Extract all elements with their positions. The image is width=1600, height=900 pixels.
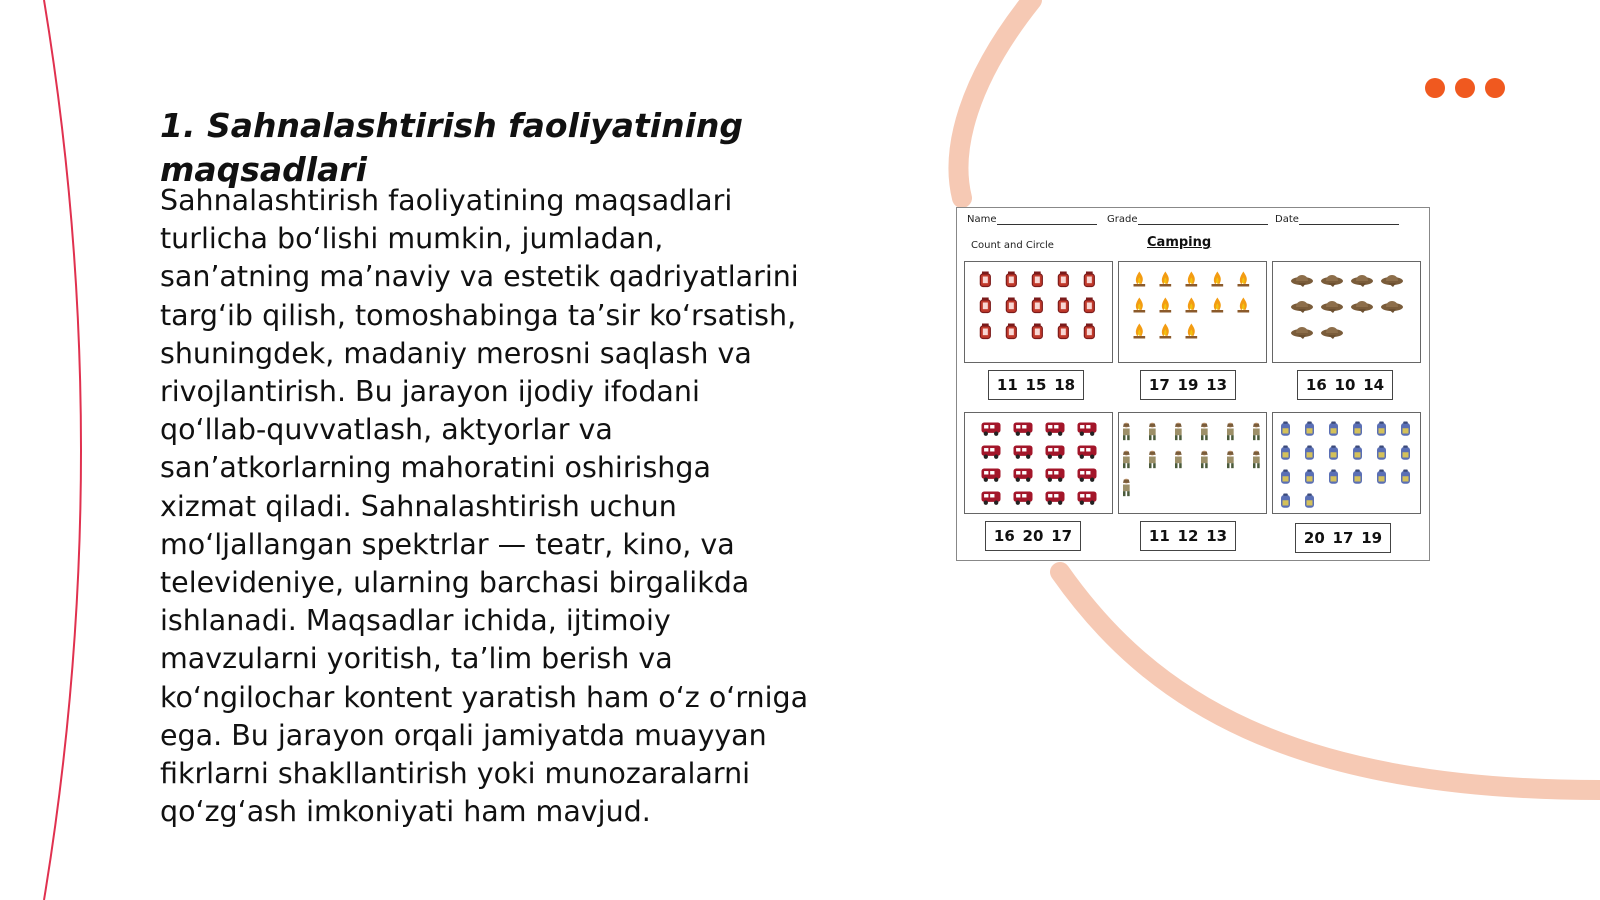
hat-icon [1320,268,1344,290]
campfire-icon [1157,320,1177,342]
camper-van-icon [1042,465,1068,484]
lantern-icon [1029,268,1049,290]
camper-van-icon [1074,465,1100,484]
campfire-icon [1131,294,1151,316]
answer-box [1140,370,1236,400]
menu-dots [1425,78,1505,98]
backpack-icon [1302,467,1320,487]
answer-choice: 11 [1148,527,1170,545]
backpack-icon [1326,419,1344,439]
answer-box [1297,370,1393,400]
count-cell [1118,261,1267,363]
backpack-icon [1302,491,1320,511]
lantern-icon [1081,294,1101,316]
camper-van-icon [1010,442,1036,461]
campfire-icon [1157,268,1177,290]
lantern-icon [1003,294,1023,316]
camper-person-icon [1144,419,1164,443]
lantern-icon [1055,320,1075,342]
camper-van-icon [978,488,1004,507]
date-label: Date [1275,214,1299,225]
backpack-icon [1350,443,1368,463]
hat-icon [1290,320,1314,342]
date-field [1275,214,1399,225]
lantern-icon [1029,294,1049,316]
campfire-icon [1131,268,1151,290]
answer-choice: 17 [1051,527,1073,545]
answer-choice: 17 [1148,376,1170,394]
backpack-icon [1278,467,1296,487]
worksheet-title: Camping [1147,235,1212,250]
camper-van-icon [978,442,1004,461]
backpack-icon [1278,491,1296,511]
camper-person-icon [1118,475,1138,499]
count-cell [964,412,1113,514]
count-cell [964,261,1113,363]
dot-icon [1425,78,1445,98]
camper-van-icon [1042,488,1068,507]
slide-body: Sahnalashtirish faoliyatining maqsadlari turlicha bo‘lishi mumkin, jumladan, san’atning ma’naviy va estetik qadriyatlarini targ‘ib qilish, tomoshabinga ta’sir ko‘rsatish, shuningdek, madaniy merosni saqlash va rivojlantirish. Bu jarayon ijodiy ifodani qo‘llab-quvvatlash, aktyorlar va san’atkorlarning mahoratini oshirishga xizmat qiladi. Sahnalashtirish uchun mo‘ljallangan spektrlar — teatr, kino, va televideniye, ularning barchasi birgalikda ishlanadi. Maqsadlar ichida, ijtimoiy mavzularni yoritish, ta’lim berish va ko‘ngilochar kontent yaratish ham o‘z o‘rniga ega. Bu jarayon orqali jamiyatda muayyan fikrlarni shakllantirish yoki munozaralarni qo‘zg‘ash imkoniyati ham mavjud. [160,184,809,829]
answer-choice: 20 [1303,529,1325,547]
hat-icon [1380,294,1404,316]
count-cell [1272,412,1421,514]
camper-person-icon [1196,447,1216,471]
backpack-icon [1302,443,1320,463]
answer-choice: 13 [1206,527,1228,545]
lantern-icon [1055,294,1075,316]
backpack-icon [1350,467,1368,487]
campfire-icon [1157,294,1177,316]
answer-choice: 18 [1054,376,1076,394]
slide-title: 1. Sahnalashtirish faoliyatining maqsadlari [160,106,743,189]
answer-choice: 12 [1177,527,1199,545]
backpack-icon [1398,419,1416,439]
answer-choice: 17 [1332,529,1354,547]
campfire-icon [1183,294,1203,316]
camper-van-icon [1042,419,1068,438]
camper-van-icon [1074,419,1100,438]
backpack-icon [1374,419,1392,439]
backpack-icon [1278,443,1296,463]
backpack-icon [1374,467,1392,487]
campfire-icon [1209,268,1229,290]
camper-van-icon [1010,488,1036,507]
camper-person-icon [1196,419,1216,443]
camper-person-icon [1248,419,1268,443]
camping-worksheet-image [956,207,1430,561]
camper-van-icon [978,419,1004,438]
lantern-icon [1081,268,1101,290]
camper-van-icon [978,465,1004,484]
answer-choice: 11 [996,376,1018,394]
hat-icon [1320,294,1344,316]
lantern-icon [1003,320,1023,342]
count-cell [1118,412,1267,514]
backpack-icon [1302,419,1320,439]
slide-text [160,104,840,841]
dot-icon [1485,78,1505,98]
answer-choice: 15 [1025,376,1047,394]
backpack-icon [1374,443,1392,463]
backpack-icon [1350,419,1368,439]
campfire-icon [1235,294,1255,316]
camper-van-icon [1010,465,1036,484]
camper-person-icon [1248,447,1268,471]
campfire-icon [1235,268,1255,290]
hat-icon [1290,294,1314,316]
name-label: Name [967,214,997,225]
worksheet-instruction: Count and Circle [971,240,1054,251]
grade-field [1107,214,1268,225]
camper-van-icon [1010,419,1036,438]
answer-choice: 19 [1177,376,1199,394]
answer-choice: 19 [1361,529,1383,547]
lantern-icon [1029,320,1049,342]
campfire-icon [1183,268,1203,290]
lantern-icon [977,294,997,316]
campfire-icon [1131,320,1151,342]
answer-choice: 14 [1363,376,1385,394]
left-accent-line [44,0,81,900]
answer-choice: 13 [1206,376,1228,394]
lantern-icon [977,268,997,290]
campfire-icon [1183,320,1203,342]
hat-icon [1350,268,1374,290]
camper-person-icon [1222,447,1242,471]
hat-icon [1320,320,1344,342]
dot-icon [1455,78,1475,98]
backpack-icon [1326,467,1344,487]
backpack-icon [1398,443,1416,463]
lantern-icon [977,320,997,342]
answer-box [985,521,1081,551]
answer-choice: 16 [993,527,1015,545]
answer-choice: 20 [1022,527,1044,545]
hat-icon [1350,294,1374,316]
hat-icon [1290,268,1314,290]
camper-person-icon [1144,447,1164,471]
backpack-icon [1278,419,1296,439]
camper-van-icon [1074,488,1100,507]
camper-person-icon [1118,419,1138,443]
camper-van-icon [1042,442,1068,461]
answer-box [988,370,1084,400]
answer-box [1140,521,1236,551]
lantern-icon [1081,320,1101,342]
count-cell [1272,261,1421,363]
lantern-icon [1055,268,1075,290]
backpack-icon [1398,467,1416,487]
grade-label: Grade [1107,214,1138,225]
answer-box [1295,523,1391,553]
hat-icon [1380,268,1404,290]
camper-van-icon [1074,442,1100,461]
backpack-icon [1326,443,1344,463]
lantern-icon [1003,268,1023,290]
name-field [967,214,1097,225]
answer-choice: 16 [1305,376,1327,394]
campfire-icon [1209,294,1229,316]
answer-choice: 10 [1334,376,1356,394]
camper-person-icon [1222,419,1242,443]
camper-person-icon [1170,419,1190,443]
camper-person-icon [1170,447,1190,471]
camper-person-icon [1118,447,1138,471]
